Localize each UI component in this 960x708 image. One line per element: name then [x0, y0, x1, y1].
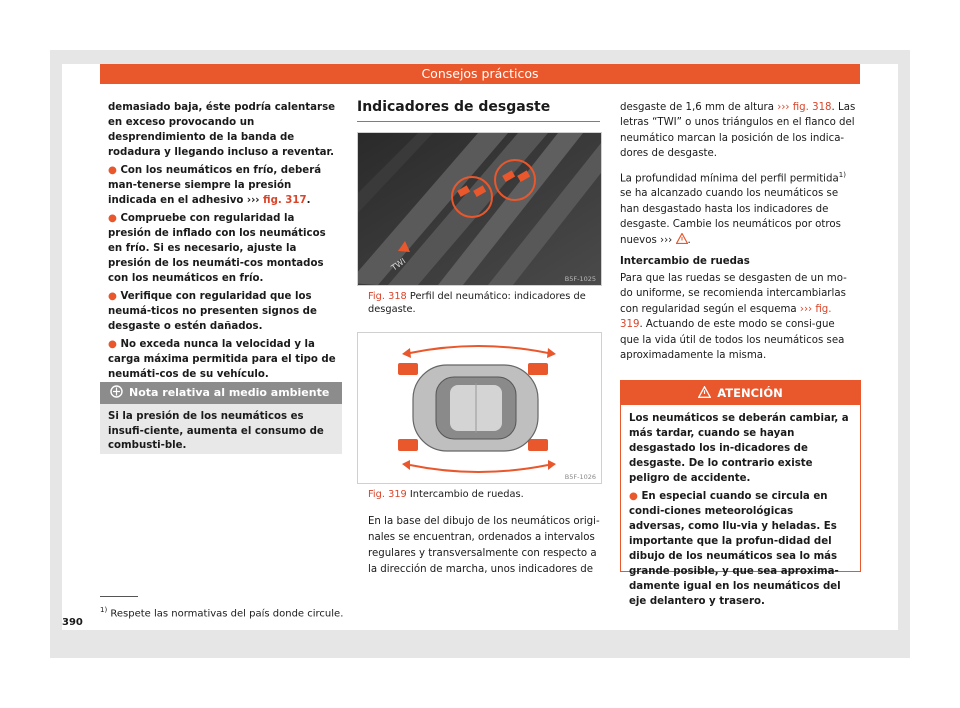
page-number: 390 [62, 617, 83, 628]
subheading: Intercambio de ruedas [620, 256, 750, 268]
figure-319 [357, 332, 602, 484]
note-header [100, 382, 342, 404]
note-title: Nota relativa al medio ambiente [129, 386, 330, 399]
bullet-icon: ● [629, 491, 638, 502]
bullet-icon: ● [108, 213, 117, 224]
list-item: ● No exceda nunca la velocidad y la carga máxima permitida para el tipo de neumáti-cos de su vehículo. [108, 339, 336, 380]
section-heading: Indicadores de desgaste [357, 99, 600, 122]
paragraph: desgaste de 1,6 mm de altura ››› fig. 318. Las letras “TWI” o unos triángulos en el flanco del neumático marcan la posición de los indica-dores de desgaste. [620, 102, 856, 160]
leaf-icon [110, 385, 123, 398]
paragraph: Para que las ruedas se desgasten de un mo-do uniforme, se recomienda intercambiarlas con regularidad según el esquema ››› fig. 319. Actuando de este modo se consi-gue que la vida útil de todos los neumáticos sea aproximadamente la misma. [620, 273, 847, 362]
bullet-icon: ● [108, 291, 117, 302]
environment-note [100, 382, 342, 454]
list-item: ● Con los neumáticos en frío, deberá man-tenerse siempre la presión indicada en el adhesivo ››› fig. 317. [108, 165, 322, 206]
note-body: Si la presión de los neumáticos es insufi-ciente, aumenta el consumo de combusti-ble. [108, 411, 324, 451]
footnote-ref: 1) [838, 170, 846, 179]
wheel-rotation-diagram [358, 333, 601, 483]
footnote: $^{1)}$ Respete las normativas del país donde circule. [100, 606, 344, 620]
tire-tread-illustration [358, 133, 601, 285]
page-header: Consejos prácticos [100, 64, 860, 84]
paragraph: La profundidad mínima del perfil permitida$^{1)}$ se ha alcanzado cuando los neumáticos se han desgastado hasta los indicadores de desgaste. Cambie los neumáticos por otros nuevos ››› . [620, 170, 846, 246]
footnote-divider [100, 596, 138, 597]
figure-code: B5F-1025 [564, 275, 596, 283]
warning-body [621, 405, 860, 618]
column-left [108, 100, 336, 385]
paragraph: Los neumáticos se deberán cambiar, a más tardar, cuando se hayan desgastado los in-dicadores de desgaste. De lo contrario existe peligro de accidente. [629, 413, 849, 484]
figure-code: B5F-1026 [564, 473, 596, 481]
bullet-icon: ● [108, 339, 117, 350]
list-item: ● Compruebe con regularidad la presión de inflado con los neumáticos en frío. Si es necesario, ajuste la presión de los neumáti-cos montados con los neumáticos en frío. [108, 213, 326, 284]
arrow-icon: ››› [799, 303, 813, 315]
list-item: ● Verifique con regularidad que los neumá-ticos no presenten signos de desgaste o estén dañados. [108, 291, 317, 332]
list-item: ● En especial cuando se circula en condi-ciones meteorológicas adversas, como llu-via y heladas. Es importante que la profun-didad del dibujo de los neumáticos sea lo más grande posible, y que sea aproxima-damente igual en los neumáticos del eje delantero y trasero. [629, 491, 841, 607]
figure-319-caption: Fig. 319 Intercambio de ruedas. [368, 489, 524, 500]
bullet-icon: ● [108, 165, 117, 176]
warning-title: ATENCIÓN [717, 386, 783, 400]
arrow-icon: ››› [777, 102, 790, 113]
figure-number: Fig. 318 [368, 291, 407, 302]
paragraph: demasiado baja, éste podría calentarse en exceso provocando un desprendimiento de la banda de rodadura y llegando incluso a reventar. [108, 102, 336, 158]
warning-box [620, 380, 861, 607]
arrow-icon: ››› [246, 195, 260, 206]
column-right [620, 100, 856, 369]
arrow-icon: ››› [660, 234, 673, 246]
twi-label: TWI [389, 256, 408, 273]
warning-icon [698, 386, 711, 398]
warning-header [621, 381, 860, 405]
figure-318 [357, 132, 602, 286]
paragraph: En la base del dibujo de los neumáticos origi-nales se encuentran, ordenados a intervalos regulares y transversalmente con respecto a la dirección de marcha, unos indicadores de [368, 516, 600, 575]
figure-318-caption: Fig. 318 Perfil del neumático: indicadores de desgaste. [368, 291, 586, 315]
figure-link[interactable]: fig. 317 [263, 195, 307, 206]
figure-link[interactable]: fig. 318 [792, 102, 832, 113]
figure-number: Fig. 319 [368, 489, 407, 500]
warning-icon [676, 233, 688, 244]
figure-link[interactable]: fig. 319 [620, 303, 832, 331]
